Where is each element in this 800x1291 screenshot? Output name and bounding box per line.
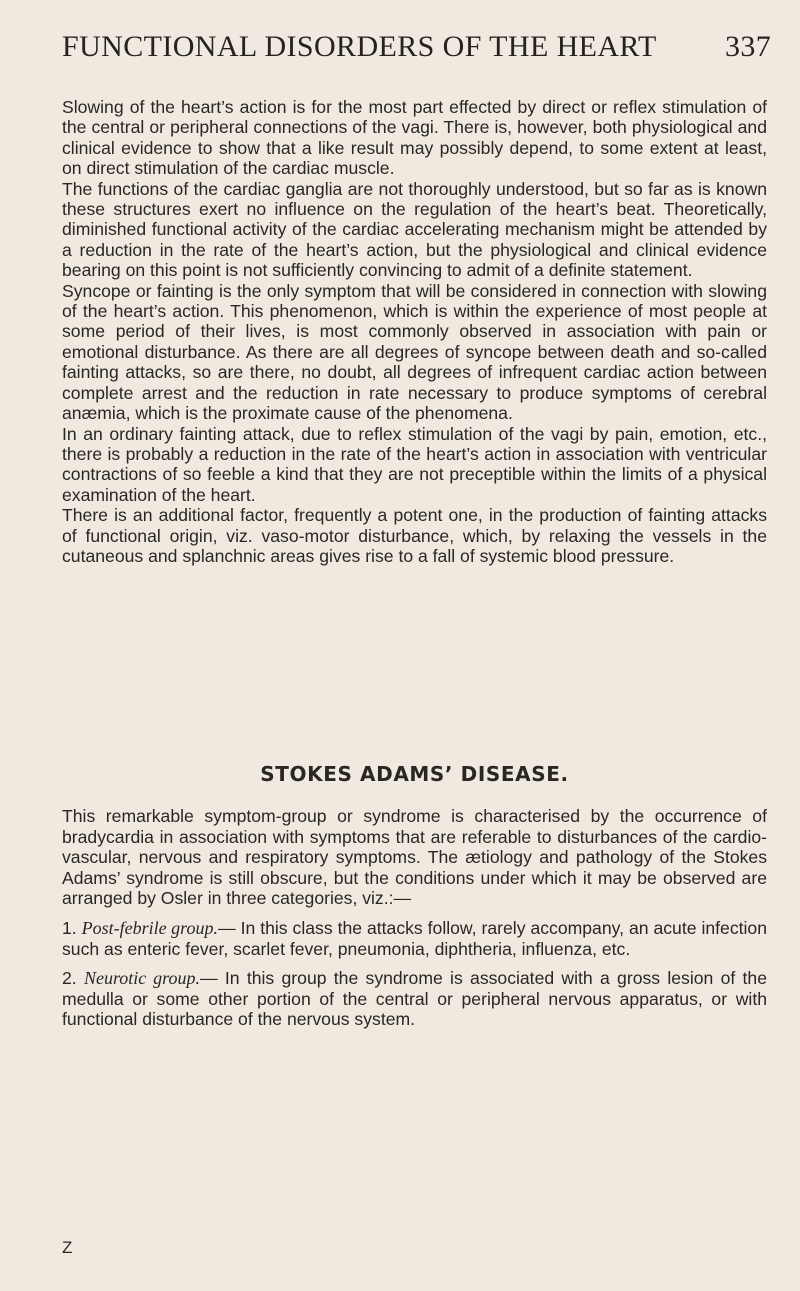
paragraph-syncope: Syncope or fainting is the only symptom that will be considered in connection with slowing of the heart’s action. This phenomenon, which is within the experience of most people at some period of their lives, is most commonly observed in association with pain or emotional disturbance. As there are all degrees of syncope between death and so-called fainting attacks, so are there, no doubt, all degrees of infrequent cardiac action between complete arrest and the reduction in rate necessary to produce symptoms of cerebral anæmia, which is the proximate cause of the phenomena. bbox=[62, 280, 767, 424]
page-number: 337 bbox=[725, 30, 772, 63]
category-item bbox=[62, 968, 767, 1030]
paragraph-ganglia: The functions of the cardiac ganglia are not thoroughly understood, but so far as is known these structures exert no influence on the regulation of the heart’s beat. Theoretically, diminished functional activity of the cardiac accelerating mechanism might be attended by a reduction in the rate of the heart’s action, but the physiological and clinical evidence bearing on this point is not sufficiently convincing to admit of a definite statement. bbox=[62, 178, 767, 281]
paragraph-vaso-motor: There is an additional factor, frequently a potent one, in the production of fainting attacks of functional origin, viz. vaso-motor disturbance, which, by relaxing the vessels in the cutaneous and splanchnic areas gives rise to a fall of systemic blood pressure. bbox=[62, 505, 767, 566]
category-number: 1. bbox=[62, 917, 77, 938]
section-heading: STOKES ADAMS’ DISEASE. bbox=[260, 762, 569, 786]
section-body bbox=[62, 806, 767, 1039]
paragraph-slowing: Slowing of the heart’s action is for the most part effected by direct or reflex stimulation of the central or peripheral connections of the vagi. There is, however, both physiological and clinical evidence to show that a like result may possibly depend, to some extent at least, on direct stimulation of the cardiac muscle. bbox=[62, 97, 767, 179]
category-title: Neurotic group. bbox=[83, 968, 201, 989]
category-number: 2. bbox=[62, 968, 77, 989]
category-text: — In this class the attacks follow, rarely accompany, an acute infection such as enteric fever, scarlet fever, pneumonia, diphtheria, influenza, etc. bbox=[62, 917, 767, 959]
paragraph-fainting-attack: In an ordinary fainting attack, due to reflex stimulation of the vagi by pain, emotion, etc., there is probably a reduction in the rate of the heart’s action in association with ventricular contractions of so feeble a kind that they are not preceptible within the limits of a physical examination of the heart. bbox=[62, 423, 767, 505]
running-head-title: FUNCTIONAL DISORDERS OF THE HEART bbox=[62, 30, 657, 63]
body-text bbox=[62, 97, 767, 566]
category-text: — In this group the syndrome is associated with a gross lesion of the medulla or some other portion of the central or peripheral nervous apparatus, or with functional disturbance of the nervous system. bbox=[62, 968, 768, 1030]
running-head bbox=[62, 30, 772, 64]
category-item bbox=[62, 918, 767, 959]
section-intro: This remarkable symptom-group or syndrome is characterised by the occurrence of bradycardia in association with symptoms that are referable to disturbances of the cardio-vascular, nervous and respiratory symptoms. The ætiology and pathology of the Stokes Adams’ syndrome is still obscure, but the conditions under which it may be observed are arranged by Osler in three categories, viz.:— bbox=[62, 806, 767, 909]
category-title: Post-febrile group. bbox=[81, 917, 219, 938]
signature-mark: Z bbox=[62, 1238, 73, 1257]
